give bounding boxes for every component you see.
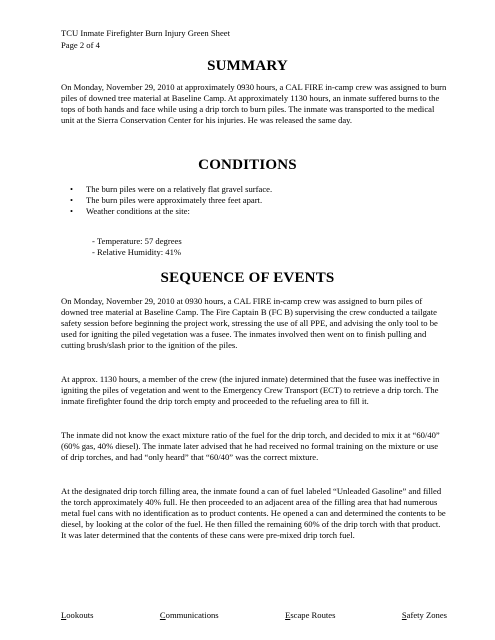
list-item: • Weather conditions at the site: [70, 206, 190, 217]
footer-safety-zones: Safety Zones [401, 610, 447, 620]
temperature: - Temperature: 57 degrees [92, 236, 182, 246]
bullet-icon: • [70, 206, 74, 217]
bullet-icon: • [70, 195, 74, 206]
document-title: TCU Inmate Firefighter Burn Injury Green Sheet [61, 28, 230, 38]
summary-heading: SUMMARY [207, 58, 288, 74]
list-item: • The burn piles were approximately three feet apart. [70, 195, 263, 206]
summary-paragraph: On Monday, November 29, 2010 at approximately 0930 hours, a CAL FIRE in-camp crew was assigned to burn piles of downed tree material at Baseline Camp. At approximately 1130 hours, an inmate suffered burns to the tops of both hands and face while using a drip torch to burn piles. The inmate was transported to the medical unit at the Sierra Conservation Center for his injuries. He was released the same day. [61, 82, 447, 126]
footer-communications: Communications [159, 610, 219, 620]
sequence-heading: SEQUENCE OF EVENTS [160, 270, 335, 286]
sequence-paragraph: At the designated drip torch filling area, the inmate found a can of fuel labeled “Unleaded Gasoline” and filled the torch approximately 40% full. He then proceeded to an adjacent area of the filling area that had numerous metal fuel cans with no identification as to product contents. He opened a can and determined the contents to be diesel, by looking at the color of the fuel. He then filled the remaining 60% of the drip torch with that product. It was later determined that the contents of these cans were pre-mixed drip torch fuel. [61, 486, 446, 541]
conditions-heading: CONDITIONS [198, 157, 297, 173]
weather-details [92, 236, 182, 258]
list-item: • The burn piles were on a relatively flat gravel surface. [70, 184, 273, 194]
sequence-paragraph: The inmate did not know the exact mixture ratio of the fuel for the drip torch, and decided to mix it at “60/40” (60% gas, 40% diesel). The inmate later advised that he had received no formal training on the mixture or use of drip torches, and had “only heard” that “60/40” was the correct mixture. [61, 430, 440, 463]
relative-humidity: - Relative Humidity: 41% [92, 247, 182, 258]
page-number: Page 2 of 4 [61, 40, 100, 50]
conditions-list [61, 184, 272, 217]
page-header [61, 27, 230, 51]
footer-escape-routes: Escape Routes [285, 610, 336, 620]
bullet-icon: • [70, 184, 74, 194]
footer-lookouts: Lookouts [61, 610, 94, 620]
sequence-paragraph: On Monday, November 29, 2010 at 0930 hours, a CAL FIRE in-camp crew was assigned to burn piles of downed tree material at Baseline Camp. The Fire Captain B (FC B) supervising the crew conducted a tailgate safety session before beginning the project work, stressing the use of all PPE, and advising the only tool to be used for igniting the piled vegetation was a fusee. The inmates involved then went on to finish pulling and cutting brush/slash prior to the ignition of the piles. [61, 296, 438, 351]
sequence-paragraph: At approx. 1130 hours, a member of the crew (the injured inmate) determined that the fusee was ineffective in igniting the piles of vegetation and went to the Emergency Crew Transport (ECT) to retrieve a drip torch. The inmate firefighter found the drip torch empty and proceeded to the refueling area to fill it. [61, 374, 440, 407]
page-footer [61, 610, 447, 620]
